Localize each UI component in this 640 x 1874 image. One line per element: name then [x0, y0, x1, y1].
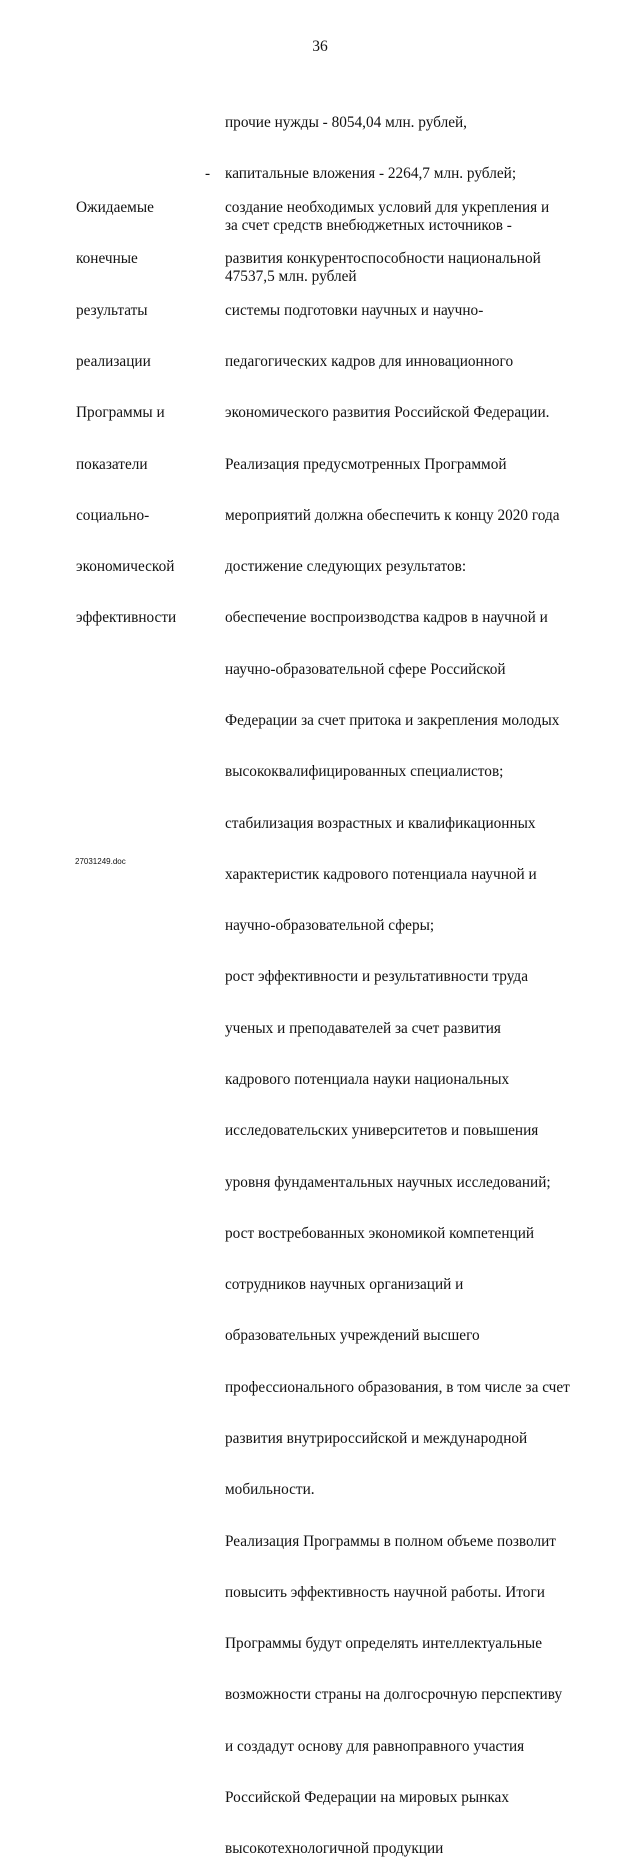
content-line: высококвалифицированных специалистов;	[225, 763, 504, 781]
section-label	[76, 165, 176, 644]
content-line: и создадут основу для равноправного участия	[225, 1737, 525, 1755]
content-line: Программы будут определять интеллектуальные	[225, 1635, 542, 1653]
content-line: мобильности.	[225, 1481, 315, 1499]
content-line: научно-образовательной сферы;	[225, 917, 435, 935]
section-label-line: конечные	[76, 250, 138, 268]
content-line: педагогических кадров для инновационного	[225, 353, 514, 371]
funding-line: за счет средств внебюджетных источников -	[225, 216, 512, 234]
content-line: научно-образовательной сфере Российской	[225, 660, 506, 678]
content-line: Федерации за счет притока и закрепления молодых	[225, 712, 560, 729]
content-line: образовательных учреждений высшего	[225, 1327, 480, 1345]
content-line: создание необходимых условий для укрепления и	[225, 199, 550, 217]
section-label-line: Программы и	[76, 404, 165, 422]
section-label-line: эффективности	[76, 609, 177, 627]
content-line: повысить эффективность научной работы. Итоги	[225, 1583, 545, 1601]
funding-line: прочие нужды - 8054,04 млн. рублей,	[225, 114, 468, 132]
content-line: системы подготовки научных и научно-	[225, 301, 484, 319]
footer-filename: 27031249.doc	[75, 857, 126, 866]
content-line: мероприятий должна обеспечить к концу 2020 года	[225, 506, 560, 524]
content-line: рост востребованных экономикой компетенций	[225, 1224, 535, 1242]
page-number: 36	[312, 38, 328, 55]
content-line: возможности страны на долгосрочную перспективу	[225, 1686, 563, 1704]
content-line: развития конкурентоспособности национальной	[225, 250, 541, 268]
content-line: кадрового потенциала науки национальных	[225, 1070, 510, 1088]
section-label-line: реализации	[76, 353, 151, 371]
content-line: развития внутрироссийской и международной	[225, 1429, 528, 1447]
separator-dash: -	[205, 165, 211, 182]
content-line: уровня фундаментальных научных исследований;	[225, 1173, 551, 1191]
section-label-line: результаты	[76, 301, 148, 319]
content-line: стабилизация возрастных и квалификационных	[225, 814, 536, 832]
content-line: экономического развития Российской Федерации.	[225, 404, 550, 422]
content-line: рост эффективности и результативности труда	[225, 968, 528, 986]
content-line: характеристик кадрового потенциала научной и	[225, 865, 537, 883]
content-line: Реализация Программы в полном объеме позволит	[225, 1532, 556, 1550]
content-line: обеспечение воспроизводства кадров в научной и	[225, 609, 548, 627]
content-line: профессионального образования, в том числе за счет	[225, 1378, 570, 1396]
funding-line: 47537,5 млн. рублей	[225, 268, 357, 286]
content-line: сотрудников научных организаций и	[225, 1276, 464, 1294]
section-label-line: социально-	[76, 506, 150, 524]
content-line: ученых и преподавателей за счет развития	[225, 1019, 501, 1037]
content-line: Российской Федерации на мировых рынках	[225, 1788, 509, 1806]
content-line: достижение следующих результатов:	[225, 558, 467, 576]
funding-line: капитальные вложения - 2264,7 млн. рублей;	[225, 165, 517, 183]
content-line: высокотехнологичной продукции	[225, 1840, 444, 1858]
section-content	[225, 165, 570, 1874]
section-label-line: экономической	[76, 558, 175, 576]
section-label-line: показатели	[76, 455, 148, 473]
content-line: исследовательских университетов и повышения	[225, 1122, 539, 1140]
section-label-line: Ожидаемые	[76, 199, 154, 217]
content-line: Реализация предусмотренных Программой	[225, 455, 507, 473]
